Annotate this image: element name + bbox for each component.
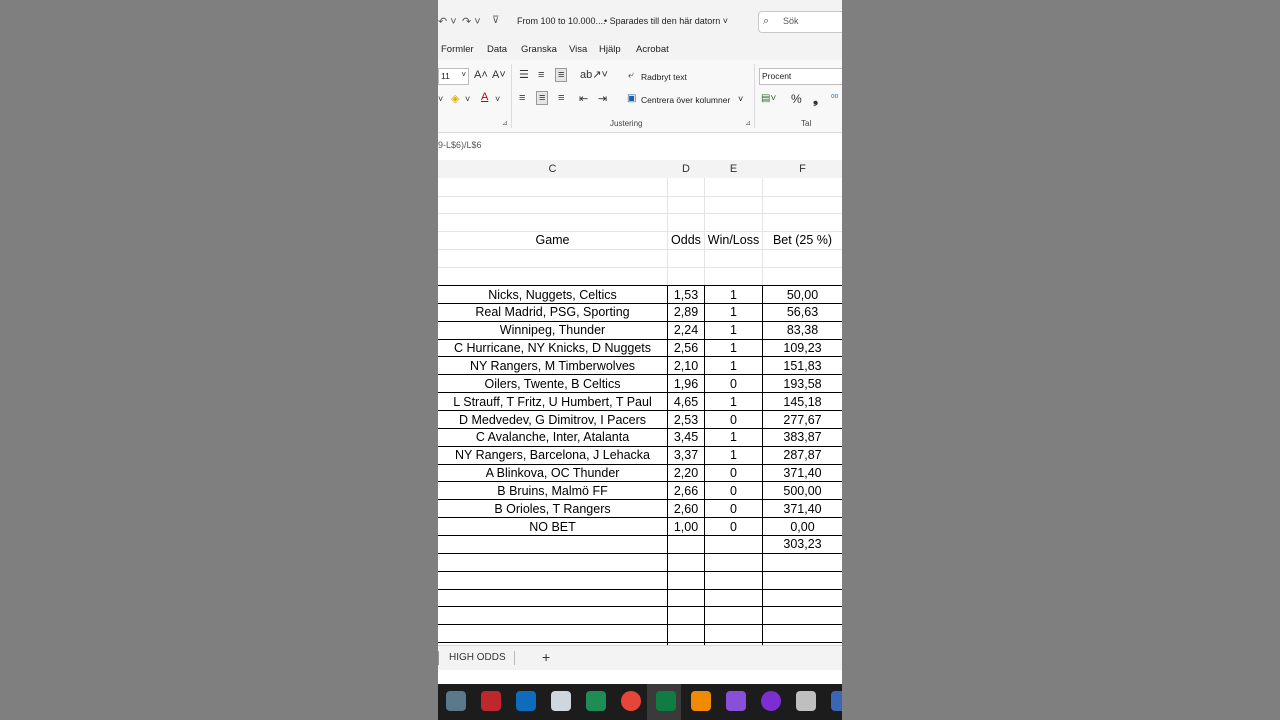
gridline bbox=[438, 249, 842, 250]
search-icon: ⌕ bbox=[763, 15, 770, 27]
bet-cell[interactable]: 371,40 bbox=[783, 466, 822, 480]
odds-cell[interactable]: 3,37 bbox=[673, 448, 699, 463]
game-cell[interactable]: Oilers, Twente, B Celtics bbox=[484, 376, 621, 391]
customize-toolbar-button[interactable]: ⊽ bbox=[492, 15, 500, 26]
gridline bbox=[438, 267, 842, 268]
align-bottom-icon[interactable]: ≡ bbox=[555, 68, 567, 82]
poker-app-icon[interactable] bbox=[481, 691, 501, 711]
odds-cell[interactable]: 1,00 bbox=[673, 519, 699, 534]
game-cell[interactable]: C Avalanche, Inter, Atalanta bbox=[475, 430, 630, 445]
file-manager-icon[interactable] bbox=[446, 691, 466, 711]
add-sheet-button[interactable]: + bbox=[542, 649, 551, 665]
result-cell[interactable]: 0 bbox=[730, 376, 737, 391]
odds-cell[interactable]: 2,20 bbox=[673, 466, 699, 480]
odds-cell[interactable]: 1,53 bbox=[673, 287, 699, 302]
ribbon-separator bbox=[754, 64, 755, 128]
align-right-icon[interactable]: ≡ bbox=[558, 92, 565, 104]
bet-cell[interactable]: 151,83 bbox=[783, 358, 822, 373]
decrease-font-icon[interactable]: A˅ bbox=[492, 69, 506, 81]
gridline bbox=[438, 196, 842, 197]
decimal-icon[interactable]: ⁰⁰ bbox=[831, 93, 839, 103]
bet-cell[interactable]: 193,58 bbox=[783, 376, 822, 391]
chat-app-icon[interactable] bbox=[586, 691, 606, 711]
game-cell[interactable]: Winnipeg, Thunder bbox=[499, 323, 606, 338]
odds-cell[interactable]: 2,60 bbox=[673, 501, 699, 516]
fill-color-dropdown-icon[interactable]: ˅ bbox=[465, 94, 471, 104]
game-cell[interactable]: NY Rangers, Barcelona, J Lehacka bbox=[454, 448, 651, 463]
bet-cell[interactable]: 383,87 bbox=[783, 430, 822, 445]
align-center-icon[interactable]: ≡ bbox=[536, 91, 548, 105]
outlook-icon[interactable] bbox=[516, 691, 536, 711]
borders-dropdown-icon[interactable]: ˅ bbox=[438, 94, 444, 104]
title-bar bbox=[438, 0, 842, 43]
increase-indent-icon[interactable]: ⇥ bbox=[598, 93, 608, 105]
game-cell[interactable]: B Orioles, T Rangers bbox=[494, 501, 611, 516]
number-group-label: Tal bbox=[801, 119, 812, 128]
bet-cell[interactable]: 109,23 bbox=[783, 341, 822, 356]
merge-center-button[interactable]: Centrera över kolumner bbox=[641, 95, 731, 105]
game-cell[interactable]: Real Madrid, PSG, Sporting bbox=[475, 305, 630, 320]
result-cell[interactable]: 0 bbox=[730, 412, 737, 427]
drop-app-icon[interactable] bbox=[726, 691, 746, 711]
bet-cell[interactable]: 0,00 bbox=[790, 519, 815, 534]
game-cell[interactable]: NO BET bbox=[529, 519, 576, 534]
bet-cell[interactable]: 83,38 bbox=[786, 323, 819, 338]
formula-bar[interactable] bbox=[438, 137, 842, 155]
align-left-icon[interactable]: ≡ bbox=[519, 92, 526, 104]
search-placeholder: Sök bbox=[783, 16, 799, 26]
result-cell[interactable]: 1 bbox=[730, 287, 737, 302]
worksheet-grid[interactable] bbox=[438, 178, 842, 645]
wrap-text-button[interactable]: Radbryt text bbox=[641, 72, 687, 82]
decrease-indent-icon[interactable]: ⇤ bbox=[579, 93, 589, 105]
redo-button[interactable]: ↷ ˅ bbox=[462, 16, 481, 28]
table-row-border bbox=[438, 606, 842, 607]
ribbon-tabs bbox=[438, 42, 842, 60]
bet-cell[interactable]: 277,67 bbox=[783, 412, 822, 427]
bet-cell[interactable]: 500,00 bbox=[783, 483, 822, 498]
sheet-tab-divider bbox=[438, 651, 439, 665]
wrap-text-icon: ⤶ bbox=[628, 70, 634, 81]
save-status[interactable]: • Sparades till den här datorn ˅ bbox=[604, 16, 728, 26]
column-header-e[interactable]: E bbox=[729, 163, 738, 175]
odds-cell[interactable]: 2,10 bbox=[673, 358, 699, 373]
sheet-tab-bar bbox=[438, 645, 842, 670]
number-format-select[interactable] bbox=[759, 68, 842, 85]
bet-cell[interactable]: 371,40 bbox=[783, 501, 822, 516]
font-dialog-launcher-icon[interactable]: ⊿ bbox=[502, 120, 508, 127]
align-top-icon[interactable]: ☰ bbox=[519, 69, 529, 81]
font-size-value: 11 bbox=[441, 71, 450, 81]
result-cell[interactable]: 1 bbox=[730, 358, 737, 373]
ribbon bbox=[438, 60, 842, 133]
excel-icon[interactable] bbox=[656, 691, 676, 711]
tab-review[interactable]: Granska bbox=[521, 44, 557, 55]
result-cell[interactable]: 0 bbox=[730, 501, 737, 516]
odds-cell[interactable]: 1,96 bbox=[673, 376, 699, 391]
column-header-f[interactable]: F bbox=[799, 163, 806, 175]
total-bet-cell[interactable]: 303,23 bbox=[783, 537, 822, 552]
result-cell[interactable]: 0 bbox=[730, 466, 737, 480]
table-row-border bbox=[438, 571, 842, 572]
fill-color-icon[interactable]: ◈ bbox=[451, 93, 460, 105]
accounting-format-icon[interactable]: ▤˅ bbox=[761, 93, 777, 104]
tab-view[interactable]: Visa bbox=[569, 44, 588, 55]
result-cell[interactable]: 0 bbox=[730, 519, 737, 534]
chevron-down-icon[interactable]: ˅ bbox=[738, 94, 744, 104]
game-cell[interactable]: L Strauff, T Fritz, U Humbert, T Paul bbox=[453, 394, 652, 409]
table-row-border bbox=[438, 642, 842, 643]
tab-formulas[interactable]: Formler bbox=[441, 44, 474, 55]
column-header-d[interactable]: D bbox=[682, 163, 690, 175]
result-cell[interactable]: 1 bbox=[730, 323, 737, 338]
game-cell[interactable]: D Medvedev, G Dimitrov, I Pacers bbox=[458, 412, 647, 427]
save-app-icon[interactable] bbox=[831, 691, 842, 711]
formula-text: 9-L$6)/L$6 bbox=[438, 140, 482, 150]
bet-cell[interactable]: 50,00 bbox=[786, 287, 819, 302]
merge-center-icon: ▣ bbox=[627, 93, 637, 104]
result-cell[interactable]: 1 bbox=[730, 448, 737, 463]
bet-cell[interactable]: 145,18 bbox=[783, 394, 822, 409]
header-odds[interactable]: Odds bbox=[671, 233, 701, 247]
tab-help[interactable]: Hjälp bbox=[599, 44, 621, 55]
bet-cell[interactable]: 287,87 bbox=[783, 448, 822, 463]
number-format-value: Procent bbox=[762, 71, 792, 81]
font-size-select[interactable] bbox=[438, 68, 469, 85]
alignment-group-label: Justering bbox=[610, 119, 643, 128]
font-color-icon[interactable]: A bbox=[481, 91, 489, 103]
odds-cell[interactable]: 2,56 bbox=[673, 341, 699, 356]
game-cell[interactable]: C Hurricane, NY Knicks, D Nuggets bbox=[453, 341, 652, 356]
odds-cell[interactable]: 3,45 bbox=[673, 430, 699, 445]
header-game[interactable]: Game bbox=[535, 233, 570, 247]
game-cell[interactable]: Nicks, Nuggets, Celtics bbox=[488, 287, 617, 302]
gridline bbox=[438, 213, 842, 214]
result-cell[interactable]: 1 bbox=[730, 430, 737, 445]
sheet-tab-high-odds[interactable]: HIGH ODDS bbox=[449, 652, 506, 663]
sheet-tab-divider bbox=[514, 651, 515, 665]
chrome-icon[interactable] bbox=[621, 691, 641, 711]
undo-button[interactable]: ↶ ˅ bbox=[438, 16, 457, 28]
odds-cell[interactable]: 4,65 bbox=[673, 394, 699, 409]
align-middle-icon[interactable]: ≡ bbox=[538, 69, 545, 81]
increase-font-icon[interactable]: A˄ bbox=[474, 69, 488, 81]
tab-acrobat[interactable]: Acrobat bbox=[636, 44, 669, 55]
font-color-dropdown-icon[interactable]: ˅ bbox=[495, 94, 501, 104]
document-title[interactable]: From 100 to 10.000.... bbox=[517, 16, 606, 26]
purple-app-icon[interactable] bbox=[761, 691, 781, 711]
odds-cell[interactable]: 2,89 bbox=[673, 305, 699, 320]
column-headers bbox=[438, 160, 842, 179]
game-cell[interactable]: NY Rangers, M Timberwolves bbox=[469, 358, 636, 373]
tab-data[interactable]: Data bbox=[487, 44, 508, 55]
odds-cell[interactable]: 2,24 bbox=[673, 323, 699, 338]
column-header-c[interactable]: C bbox=[548, 163, 557, 175]
comma-style-button[interactable]: ❟ bbox=[813, 91, 819, 106]
table-row-border bbox=[438, 624, 842, 625]
taskbar bbox=[438, 684, 842, 720]
vlc-icon[interactable] bbox=[691, 691, 711, 711]
odds-cell[interactable]: 2,53 bbox=[673, 412, 699, 427]
bet-cell[interactable]: 56,63 bbox=[786, 305, 819, 320]
result-cell[interactable]: 1 bbox=[730, 394, 737, 409]
pen-tablet-icon[interactable] bbox=[551, 691, 571, 711]
result-cell[interactable]: 1 bbox=[730, 341, 737, 356]
header-win-loss[interactable]: Win/Loss bbox=[707, 233, 760, 247]
table-row-border bbox=[438, 589, 842, 590]
game-cell[interactable]: B Bruins, Malmö FF bbox=[497, 483, 608, 498]
result-cell[interactable]: 1 bbox=[730, 305, 737, 320]
odds-cell[interactable]: 2,66 bbox=[673, 483, 699, 498]
search-box[interactable] bbox=[758, 11, 842, 33]
percent-style-button[interactable]: % bbox=[791, 92, 802, 106]
orientation-icon[interactable]: ab↗˅ bbox=[580, 69, 608, 81]
game-cell[interactable]: A Blinkova, OC Thunder bbox=[485, 466, 620, 480]
excel-window bbox=[438, 0, 842, 720]
ribbon-separator bbox=[511, 64, 512, 128]
header-bet[interactable]: Bet (25 %) bbox=[772, 233, 833, 247]
result-cell[interactable]: 0 bbox=[730, 483, 737, 498]
satellite-app-icon[interactable] bbox=[796, 691, 816, 711]
dialog-launcher-icon[interactable]: ⊿ bbox=[745, 120, 751, 127]
chevron-down-icon: ˅ bbox=[461, 70, 466, 79]
